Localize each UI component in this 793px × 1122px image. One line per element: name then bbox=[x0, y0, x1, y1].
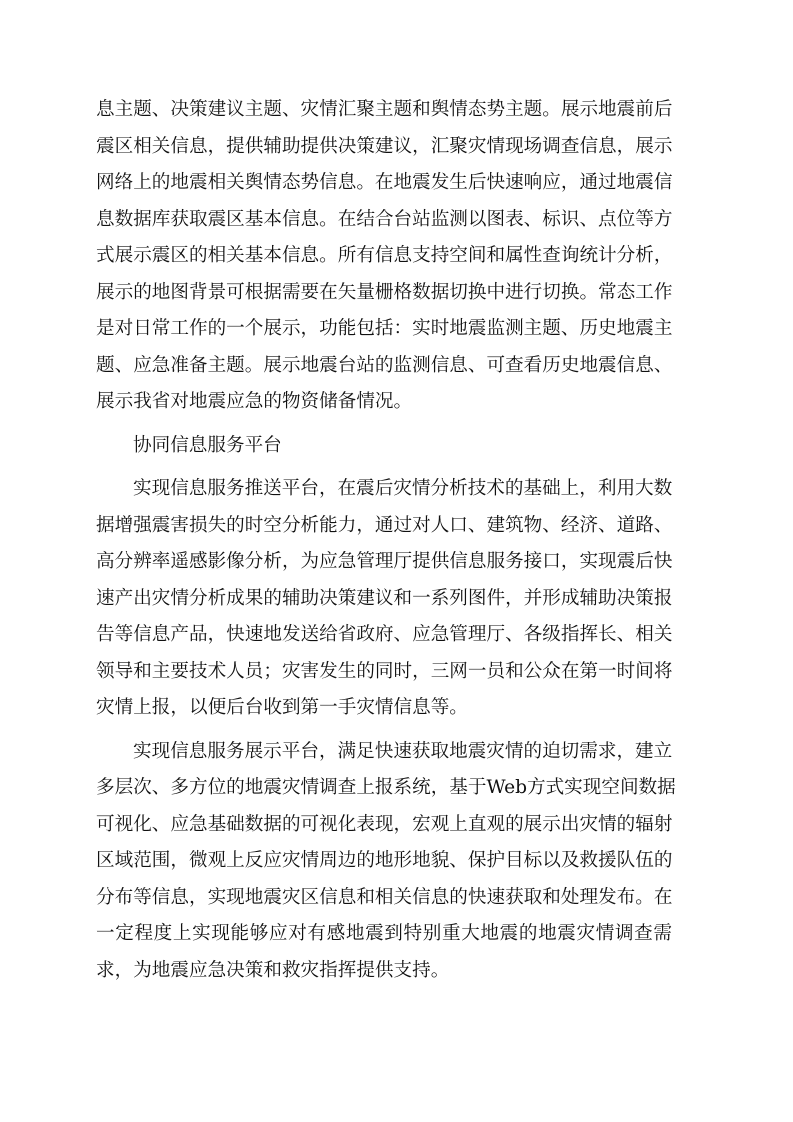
text-line: 高分辨率遥感影像分析，为应急管理厅提供信息服务接口，实现震后快 bbox=[96, 551, 673, 572]
paragraph-platform-topics bbox=[96, 92, 672, 421]
paragraph-display-platform bbox=[96, 734, 676, 990]
text-line: 据增强震害损失的时空分析能力，通过对人口、建筑物、经济、道路、 bbox=[96, 514, 673, 536]
text-line: 告等信息产品，快速地发送给省政府、应急管理厅、各级指挥长、相关 bbox=[96, 624, 673, 645]
text-line: 题、应急准备主题。展示地震台站的监测信息、可查看历史地震信息、 bbox=[96, 354, 673, 376]
text-line: 领导和主要技术人员；灾害发生的同时，三网一员和公众在第一时间将 bbox=[96, 660, 673, 682]
text-line: 分布等信息，实现地震灾区信息和相关信息的快速获取和处理发布。在 bbox=[96, 886, 673, 908]
section-heading-text: 协同信息服务平台 bbox=[133, 434, 282, 456]
text-line: 息数据库获取震区基本信息。在结合台站监测以图表、标识、点位等方 bbox=[96, 208, 673, 230]
text-line: 速产出灾情分析成果的辅助决策建议和一系列图件，并形成辅助决策报 bbox=[96, 587, 673, 609]
text-line: 展示我省对地震应急的物资储备情况。 bbox=[96, 391, 413, 412]
document-body bbox=[96, 92, 676, 989]
text-line: 网络上的地震相关舆情态势信息。在地震发生后快速响应，通过地震信 bbox=[96, 172, 673, 193]
text-line: 式展示震区的相关基本信息。所有信息支持空间和属性查询统计分析， bbox=[96, 245, 673, 266]
text-line: 可视化、应急基础数据的可视化表现，宏观上直观的展示出灾情的辐射 bbox=[96, 813, 673, 835]
section-heading bbox=[96, 428, 672, 465]
text-line: 息主题、决策建议主题、灾情汇聚主题和舆情态势主题。展示地震前后 bbox=[96, 99, 673, 120]
text-line: 实现信息服务推送平台，在震后灾情分析技术的基础上，利用大数 bbox=[133, 478, 673, 499]
text-line: 震区相关信息，提供辅助提供决策建议，汇聚灾情现场调查信息，展示 bbox=[96, 135, 673, 157]
text-line: 多层次、多方位的地震灾情调查上报系统，基于Web方式实现空间数据 bbox=[96, 777, 676, 798]
text-line: 实现信息服务展示平台，满足快速获取地震灾情的迫切需求，建立 bbox=[133, 740, 673, 762]
text-line: 求，为地震应急决策和救灾指挥提供支持。 bbox=[96, 959, 450, 981]
paragraph-push-platform bbox=[96, 471, 672, 727]
text-line: 是对日常工作的一个展示，功能包括：实时地震监测主题、历史地震主 bbox=[96, 318, 673, 339]
text-line: 展示的地图背景可根据需要在矢量栅格数据切换中进行切换。常态工作 bbox=[96, 281, 673, 303]
text-line: 区域范围，微观上反应灾情周边的地形地貌、保护目标以及救援队伍的 bbox=[96, 850, 673, 871]
text-line: 灾情上报，以便后台收到第一手灾情信息等。 bbox=[96, 697, 468, 718]
text-line: 一定程度上实现能够应对有感地震到特别重大地震的地震灾情调查需 bbox=[96, 923, 672, 944]
